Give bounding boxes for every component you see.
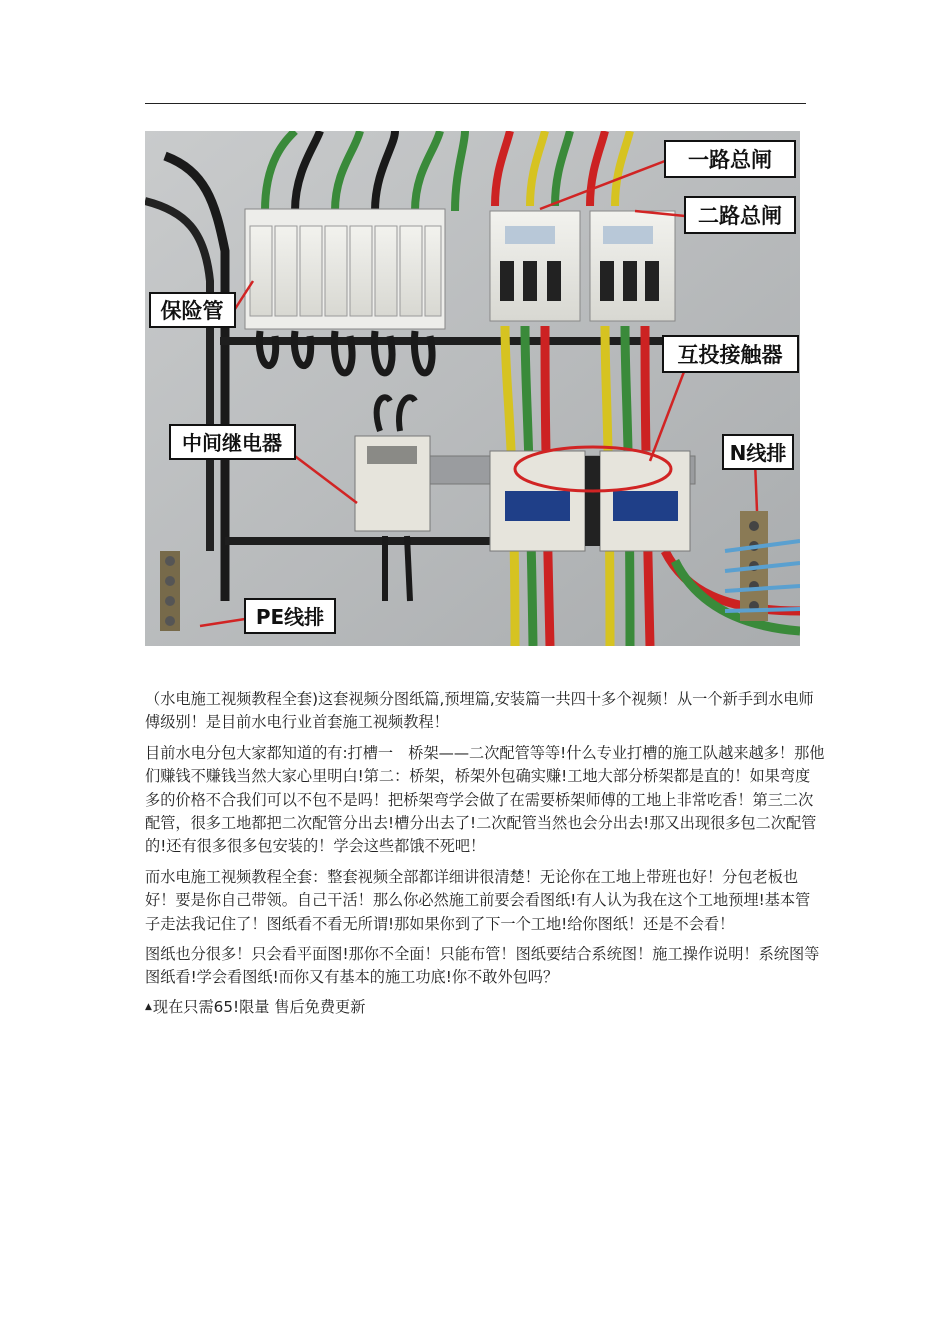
price-line xyxy=(145,996,825,1019)
paragraph-tutorial: 而水电施工视频教程全套：整套视频全部都详细讲很清楚！无论你在工地上带班也好！分包老板也好！要是你自己带领。自己干活！那么你必然施工前要会看图纸!有人认为我在这个工地预埋!基本管子走法我记住了！图纸看不看无所谓!那如果你到了下一个工地!给你图纸！还是不会看！ xyxy=(145,867,811,933)
label-baoxianguan: 保险管 xyxy=(160,299,224,323)
label-pe-xianpai: PE线排 xyxy=(255,605,325,629)
paragraph-intro: （水电施工视频教程全套)这套视频分图纸篇,预埋篇,安装篇一共四十多个视频！从一个新手到水电师傅级别！是目前水电行业首套施工视频教程！ xyxy=(145,690,814,732)
label-erlu-zongzha: 二路总闸 xyxy=(698,204,782,228)
article-body xyxy=(145,688,825,1026)
triangle-icon: ▲ xyxy=(145,1001,152,1012)
paragraph-drawings: 图纸也分很多！只会看平面图!那你不全面！只能布管！图纸要结合系统图！施工操作说明！系统图等图纸看!学会看图纸!而你又有基本的施工功底!你不敢外包吗？ xyxy=(145,945,820,987)
top-divider xyxy=(145,103,806,104)
label-zhongjian-jidianqi: 中间继电器 xyxy=(182,431,282,455)
electrical-panel-photo xyxy=(145,131,800,646)
price-text: 现在只需65!限量 售后免费更新 xyxy=(152,997,366,1016)
label-n-xianpai: N线排 xyxy=(729,441,787,465)
label-hutou-jiechuqi: 互投接触器 xyxy=(677,343,783,367)
paragraph-subcontract: 目前水电分包大家都知道的有:打槽一 桥架——二次配管等等!什么专业打槽的施工队越来越多！那他们赚钱不赚钱当然大家心里明白!第二：桥架，桥架外包确实赚!工地大部分桥架都是直的！如果弯度多的价格不合我们可以不包不是吗！把桥架弯学会做了在需要桥架师傅的工地上非常吃香！第三二次配管，很多工地都把二次配管分出去!槽分出去了!二次配管当然也会分出去!那又出现很多包二次配管的!还有很多很多包安装的！学会这些都饿不死吧！ xyxy=(145,743,825,856)
label-yilu-zongzha: 一路总闸 xyxy=(688,148,772,172)
